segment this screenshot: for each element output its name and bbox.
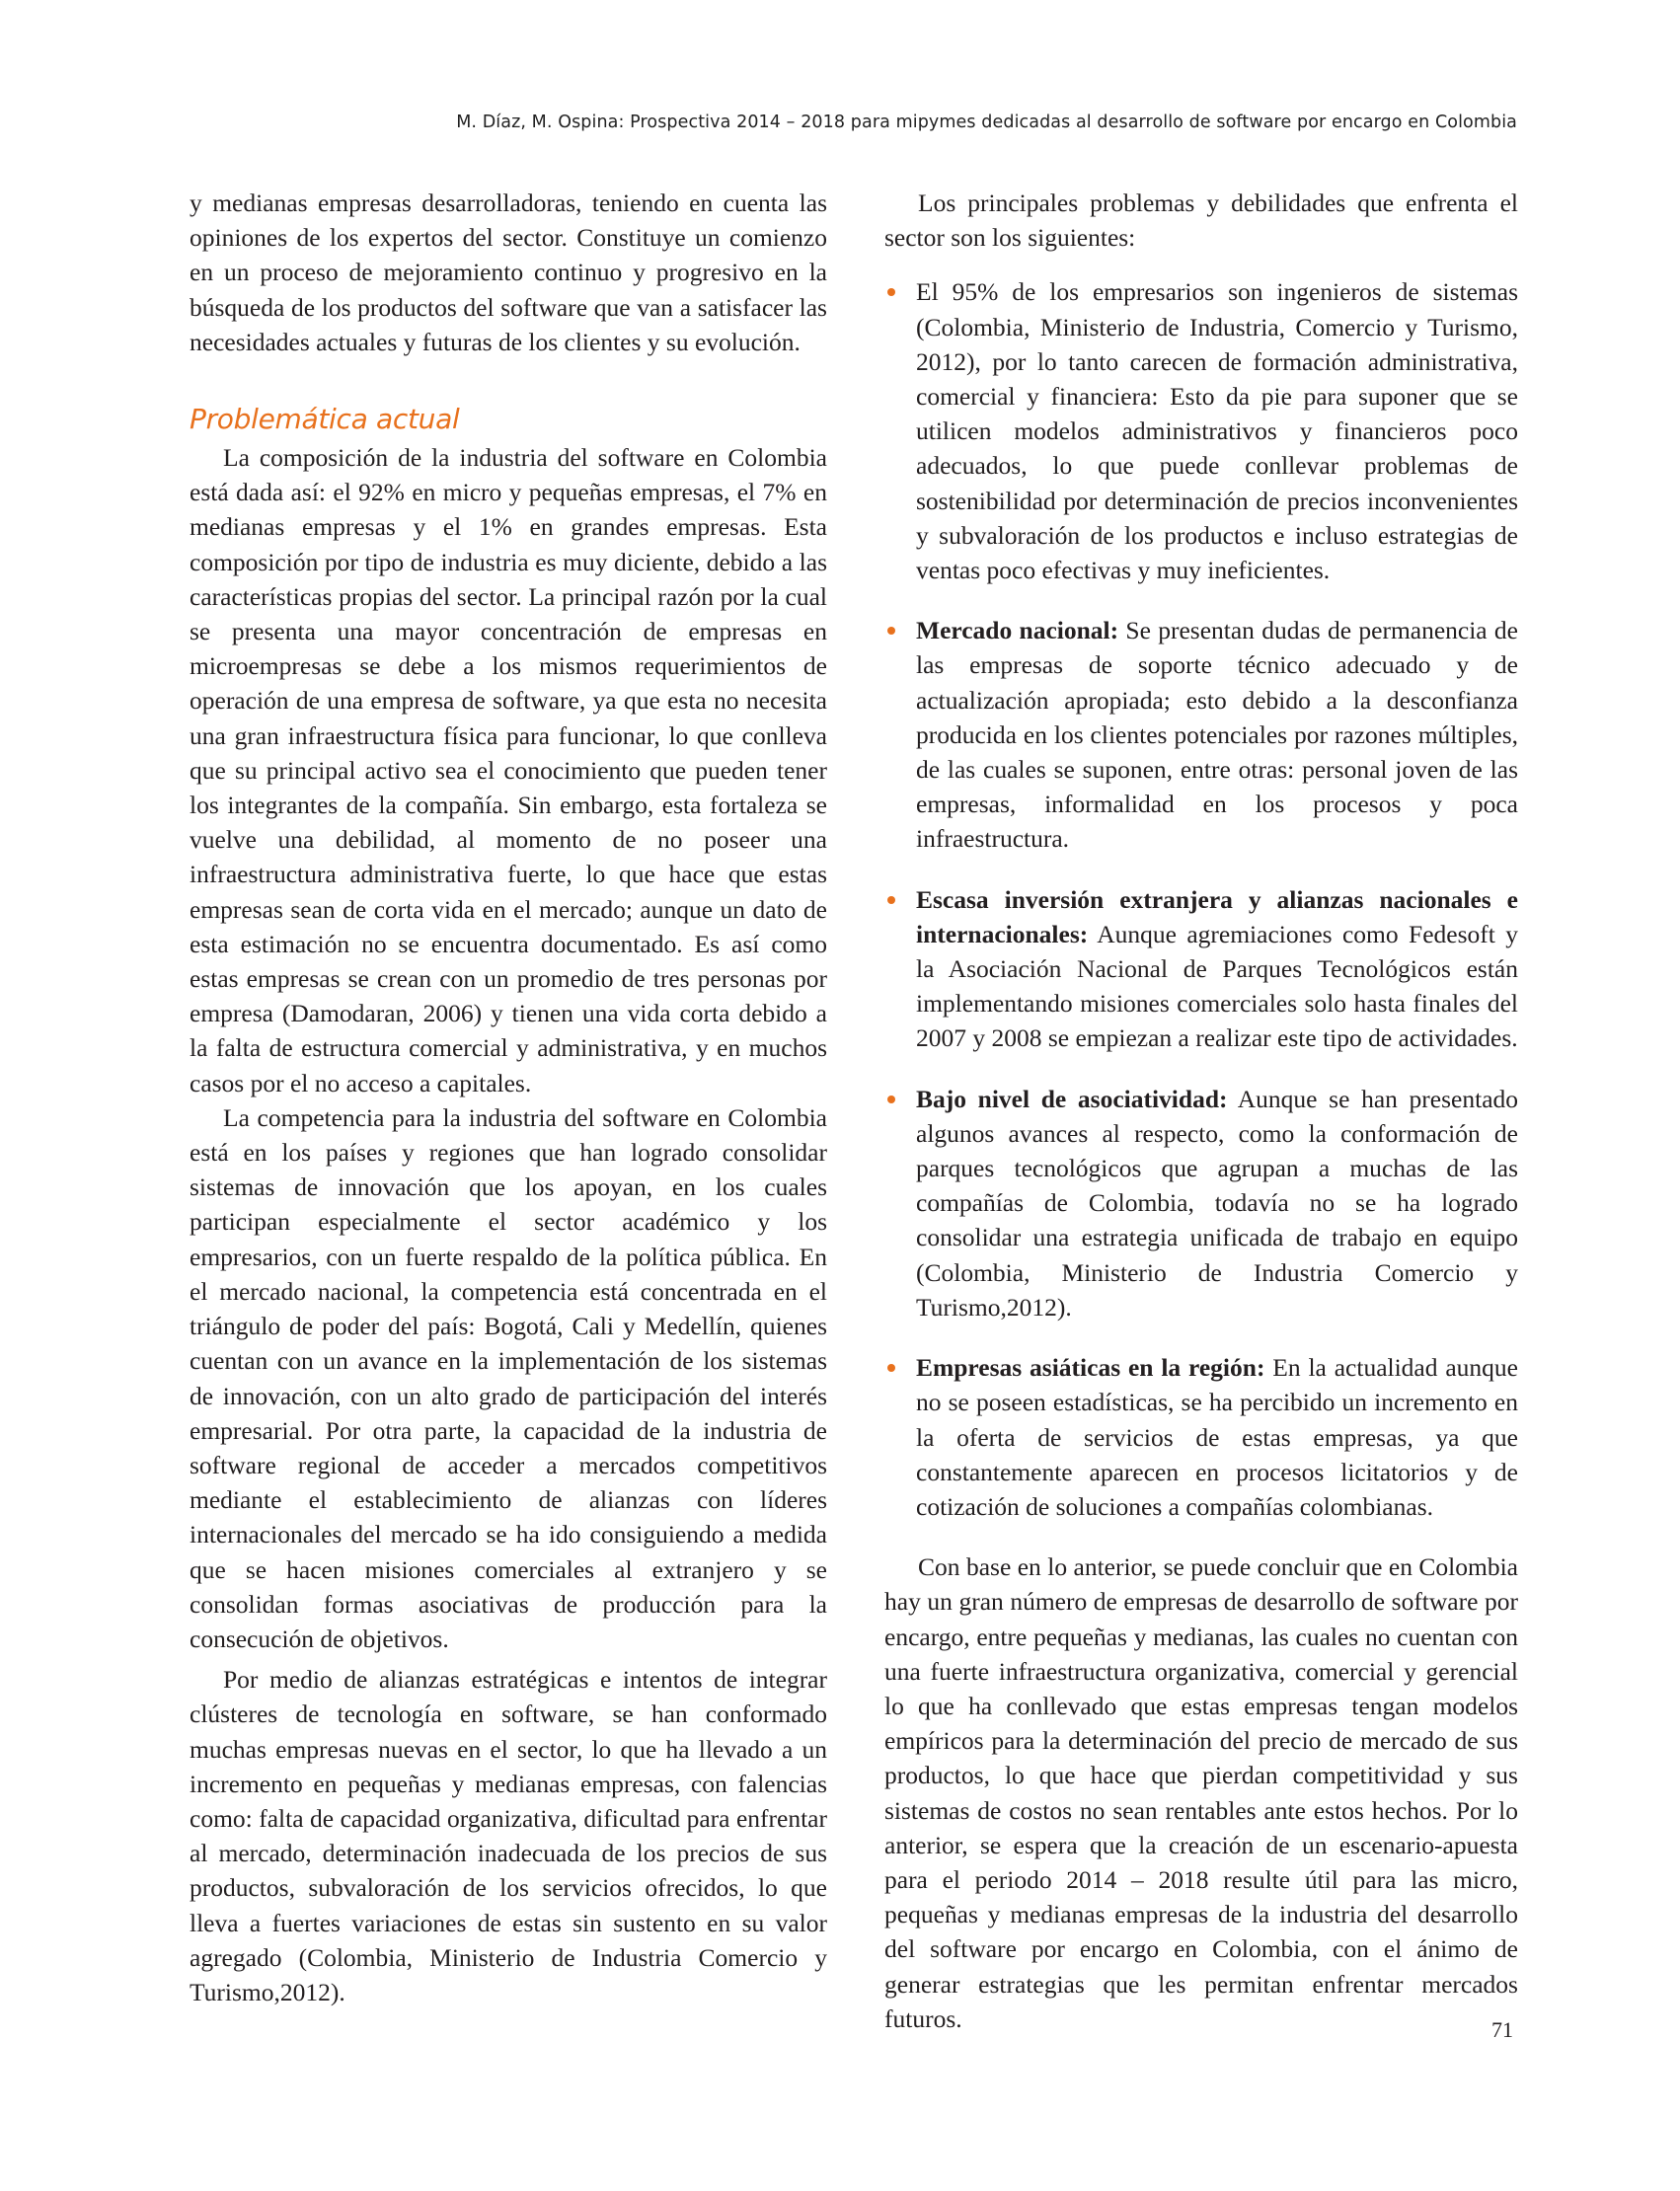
bullet-text: Se presentan dudas de permanencia de las empresas de soporte técnico adecuado y de actualización apropiada; esto debido a la desconfianza producida en los clientes potenciales por razones múltiples, de las cuales se suponen, entre otras: personal joven de las empresas, informalidad en los procesos y poca infraestructura. (916, 616, 1518, 854)
bullet-text: Aunque agremiaciones como Fedesoft y la Asociación Nacional de Parques Tecnológicos están implementando misiones comerciales solo hasta finales del 2007 y 2008 se empiezan a realizar este tipo de actividades. (916, 919, 1518, 1053)
list-item (884, 882, 1518, 1056)
bullet-lead: Escasa inversión extranjera y alianzas nacionales e internacionales: (916, 884, 1518, 948)
bullet-lead: Empresas asiáticas en la región: (916, 1353, 1265, 1383)
intro-paragraph: y medianas empresas desarrolladoras, teniendo en cuenta las opiniones de los expertos del sector. Constituye un comienzo en un proceso de mejoramiento continuo y progresivo en la búsqueda de los productos del software que van a satisfacer las necesidades actuales y futuras de los clientes y su evolución. (190, 189, 827, 356)
list-item (884, 1082, 1518, 1324)
bullet-icon (887, 896, 895, 904)
left-column (190, 186, 827, 2009)
conclusion-paragraph: Con base en lo anterior, se puede concluir que en Colombia hay un gran número de empresas de desarrollo de software por encargo, entre pequeñas y medianas, las cuales no cuentan con una fuerte infraestructura organizativa, comercial y gerencial lo que ha conllevado que estas empresas tengan modelos empíricos para la determinación del precio de mercado de sus productos, lo que hace que pierdan competitividad y sus sistemas de costos no sean rentables ante estos hechos. Por lo anterior, se espera que la creación de un escenario-apuesta para el periodo 2014 – 2018 resulte útil para las micro, pequeñas y medianas empresas de la industria del desarrollo del software por encargo en Colombia, con el ánimo de generar estrategias que les permitan enfrentar mercados futuros. (884, 1552, 1518, 2033)
bullet-text: El 95% de los empresarios son ingenieros de sistemas (Colombia, Ministerio de Industria, Comercio y Turismo, 2012), por lo tanto carecen de formación administrativa, comercial y financiera: Esto da pie para suponer que se utilicen modelos administrativos y financieros poco adecuados, lo que puede conllevar problemas de sostenibilidad por determinación de precios inconvenientes y subvaloración de los productos e incluso estrategias de ventas poco efectivas y muy ineficientes. (916, 277, 1518, 585)
bullet-lead: Mercado nacional: (916, 616, 1119, 645)
bullet-icon (887, 1096, 895, 1103)
list-item (884, 1350, 1518, 1524)
bullet-icon (887, 288, 895, 296)
bullet-lead: Bajo nivel de asociatividad: (916, 1084, 1228, 1113)
right-column (884, 186, 1518, 2036)
bullet-text: Aunque se han presentado algunos avances al respecto, como la conformación de parques tecnológicos que agrupan a muchas de las compañías de Colombia, todavía no se ha logrado consolidar una estrategia unificada de trabajo en equipo (Colombia, Ministerio de Industria Comercio y Turismo,2012). (916, 1084, 1519, 1322)
body-paragraph: Por medio de alianzas estratégicas e intentos de integrar clústeres de tecnología en software, se han conformado muchas empresas nuevas en el sector, lo que ha llevado a un incremento en pequeñas y medianas empresas, con falencias como: falta de capacidad organizativa, dificultad para enfrentar al mercado, determinación inadecuada de los precios de sus productos, subvaloración de los servicios ofrecidos, lo que lleva a fuertes variaciones de estas sin sustento en su valor agregado (Colombia, Ministerio de Industria Comercio y Turismo,2012). (190, 1665, 827, 2006)
bullet-text: En la actualidad aunque no se poseen estadísticas, se ha percibido un incremento en la oferta de servicios de estas empresas, ya que constantemente aparecen en procesos licitatorios y de cotización de soluciones a compañías colombianas. (916, 1353, 1518, 1521)
intro-paragraph: Los principales problemas y debilidades que enfrenta el sector son los siguientes: (884, 189, 1518, 253)
body-paragraph: La competencia para la industria del software en Colombia está en los países y regiones que han logrado consolidar sistemas de innovación que los apoyan, en los cuales participan especialmente el sector académico y los empresarios, con un fuerte respaldo de la política pública. En el mercado nacional, la competencia está concentrada en el triángulo de poder del país: Bogotá, Cali y Medellín, quienes cuentan con un avance en la implementación de los sistemas de innovación, con un alto grado de participación del interés empresarial. Por otra parte, la capacidad de la industria de software regional de acceder a mercados competitivos mediante el establecimiento de alianzas con líderes internacionales del mercado se ha ido consiguiendo a medida que se hacen misiones comerciales al extranjero y se consolidan formas asociativas de producción para la consecución de objetivos. (190, 1102, 827, 1653)
running-header: M. Díaz, M. Ospina: Prospectiva 2014 – 2018 para mipymes dedicadas al desarrollo de software por encargo en Colombia (456, 113, 1517, 132)
section-title: Problemática actual (190, 403, 460, 436)
bullet-icon (887, 1364, 895, 1372)
body-paragraph: La composición de la industria del software en Colombia está dada así: el 92% en micro y pequeñas empresas, el 7% en medianas empresas y el 1% en grandes empresas. Esta composición por tipo de industria es muy diciente, debido a las características propias del sector. La principal razón por la cual se presenta una mayor concentración de empresas en microempresas se debe a los mismos requerimientos de operación de una empresa de software, ya que esta no necesita una gran infraestructura física para funcionar, lo que conlleva que su principal activo sea el conocimiento que pueden tener los integrantes de la compañía. Sin embargo, esta fortaleza se vuelve una debilidad, al momento de no poseer una infraestructura administrativa fuerte, lo que hace que estas empresas sean de corta vida en el mercado; aunque un dato de esta estimación no se encuentra documentado. Es así como estas empresas se crean con un promedio de tres personas por empresa (Damodaran, 2006) y tienen una vida corta debido a la falta de estructura comercial y administrativa, y en muchos casos por el no acceso a capitales. (190, 443, 827, 1097)
problem-list (884, 274, 1518, 1524)
page-number: 71 (1491, 2017, 1513, 2042)
bullet-icon (887, 627, 895, 635)
list-item (884, 613, 1518, 856)
list-item (884, 274, 1518, 587)
